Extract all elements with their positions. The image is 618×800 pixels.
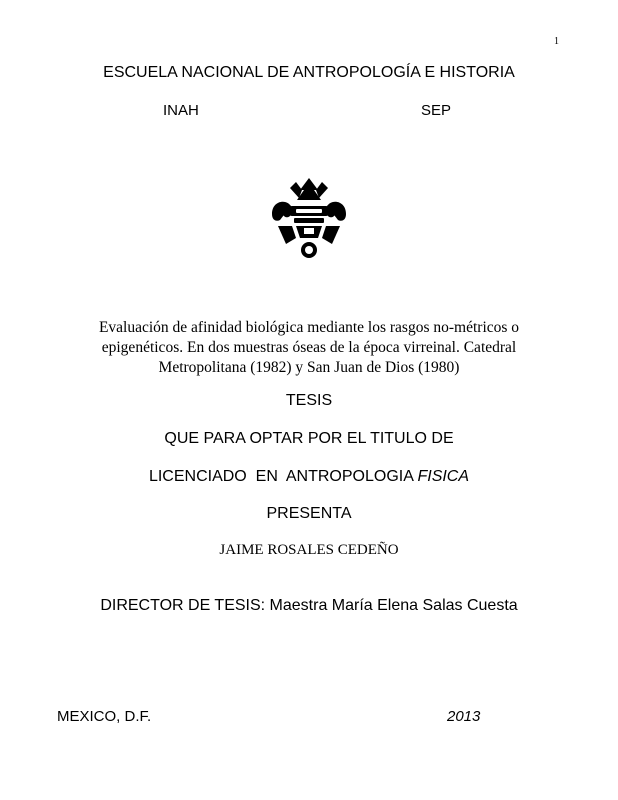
thesis-title: Evaluación de afinidad biológica mediante los rasgos no-métricos o epigenéticos. En dos muestras óseas de la época virreinal. Catedral Metropolitana (1982) y San Juan de Dios (1980) (98, 319, 520, 376)
org-inah: INAH (163, 102, 199, 119)
place: MEXICO, D.F. (57, 708, 152, 725)
author-name: JAIME ROSALES CEDEÑO (219, 542, 399, 558)
year: 2013 (447, 708, 481, 725)
degree-line-2 (0, 468, 618, 486)
org-sep: SEP (421, 102, 452, 119)
degree-specialty: FISICA (417, 468, 470, 485)
page-number: 1 (554, 36, 559, 47)
enah-glyph-emblem-icon (266, 176, 352, 262)
degree-name: LICENCIADO EN ANTROPOLOGIA (148, 468, 418, 485)
presenta-label: PRESENTA (266, 505, 352, 522)
school-name: ESCUELA NACIONAL DE ANTROPOLOGÍA E HISTORIA (103, 64, 515, 81)
thesis-director: DIRECTOR DE TESIS: Maestra María Elena Salas Cuesta (100, 597, 518, 614)
degree-line-1: QUE PARA OPTAR POR EL TITULO DE (164, 430, 454, 447)
document-type: TESIS (285, 392, 333, 409)
